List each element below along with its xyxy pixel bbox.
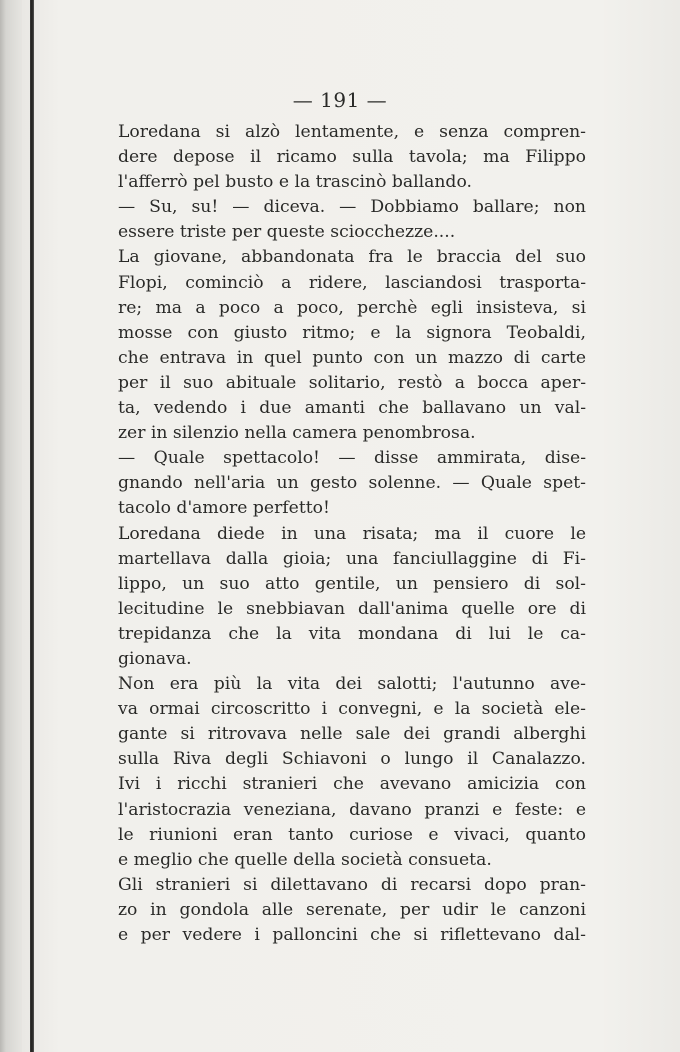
page-binding-shadow [30, 0, 34, 1052]
page-number: — 191 — [292, 88, 388, 112]
text-line: l'aristocrazia veneziana, davano pranzi e feste: e [118, 799, 586, 820]
text-line: lippo, un suo atto gentile, un pensiero di sol- [118, 573, 586, 594]
text-line: le riunioni eran tanto curiose e vivaci, quanto [118, 824, 586, 845]
text-line: trepidanza che la vita mondana di lui le ca- [118, 623, 586, 644]
text-line: che entrava in quel punto con un mazzo di carte [118, 347, 586, 368]
text-line: gnando nell'aria un gesto solenne. — Quale spet- [118, 473, 586, 494]
text-line: re; ma a poco a poco, perchè egli insisteva, si [118, 297, 586, 318]
text-line: zer in silenzio nella camera penombrosa. [118, 423, 476, 444]
text-line: Non era più la vita dei salotti; l'autunno ave- [118, 674, 586, 695]
text-line: lecitudine le snebbiavan dall'anima quelle ore di [118, 598, 586, 619]
text-line: per il suo abituale solitario, restò a bocca aper- [118, 372, 586, 393]
text-line: Loredana si alzò lentamente, e senza compren- [118, 122, 586, 142]
text-line: gante si ritrovava nelle sale dei grandi alberghi [118, 724, 586, 745]
text-line: va ormai circoscritto i convegni, e la società ele- [118, 699, 586, 720]
text-line: Flopi, cominciò a ridere, lasciandosi trasporta- [118, 272, 586, 293]
text-line: essere triste per queste sciocchezze.... [118, 222, 456, 243]
text-line: zo in gondola alle serenate, per udir le canzoni [118, 899, 586, 920]
text-line: dere depose il ricamo sulla tavola; ma Filippo [118, 147, 586, 168]
text-line: l'afferrò pel busto e la trascinò ballando. [118, 172, 472, 193]
text-line: — Su, su! — diceva. — Dobbiamo ballare; non [118, 197, 586, 218]
text-line: sulla Riva degli Schiavoni o lungo il Canalazzo. [118, 749, 586, 770]
text-line: La giovane, abbandonata fra le braccia del suo [118, 247, 586, 268]
text-line: e meglio che quelle della società consueta. [118, 849, 492, 870]
text-line: e per vedere i palloncini che si riflettevano dal- [118, 925, 586, 945]
page-binding-edge [0, 0, 22, 1052]
text-line: martellava dalla gioia; una fanciullaggine di Fi- [118, 548, 586, 569]
text-line: Gli stranieri si dilettavano di recarsi dopo pran- [118, 874, 586, 895]
text-line: ta, vedendo i due amanti che ballavano un val- [118, 398, 586, 419]
text-line: mosse con giusto ritmo; e la signora Teobaldi, [118, 322, 586, 343]
text-line: Loredana diede in una risata; ma il cuore le [118, 523, 586, 544]
text-line: gionava. [118, 648, 192, 669]
body-text [118, 120, 586, 948]
text-line: Ivi i ricchi stranieri che avevano amicizia con [118, 774, 586, 795]
text-line: — Quale spettacolo! — disse ammirata, dise- [118, 448, 586, 469]
text-line: tacolo d'amore perfetto! [118, 498, 330, 519]
